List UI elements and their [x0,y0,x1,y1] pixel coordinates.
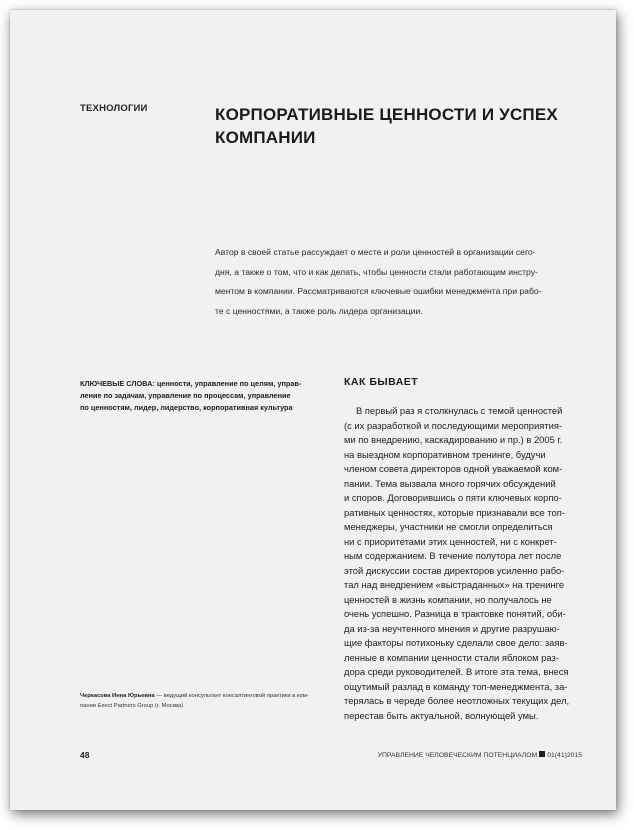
section-label: ТЕХНОЛОГИИ [80,103,148,114]
body-line: членом совета директоров одной уважаемой ком- [344,463,563,474]
body-line: терялась в череде более неотложных текущих дел, [344,695,570,706]
abstract-line: те с ценностями, а также роль лидера организации. [215,305,423,316]
journal-name: УПРАВЛЕНИЕ ЧЕЛОВЕЧЕСКИМ ПОТЕНЦИАЛОМ [377,752,538,759]
page-number: 48 [80,750,90,760]
body-line: ни с приоритетами этих ценностей, ни с конкрет- [344,535,557,547]
keywords-line: КЛЮЧЕВЫЕ СЛОВА: ценности, управление по целям, управ- [80,379,302,388]
author-note [80,691,332,711]
body-text [344,404,594,723]
journal-footer [378,751,582,759]
body-line: В первый раз я столкнулась с темой ценностей [356,405,563,416]
author-name: Черкасова Инна Юрьевна [80,693,155,699]
body-line: да из-за неучтенного мнения и другие разрушаю- [344,622,560,634]
body-line: ми по внедрению, каскадированию и пр.) в 2005 г. [344,434,563,445]
body-line: этой дискуссии состав директоров усиленно рабо- [344,564,565,576]
body-line: пании. Тема вызвала много горячих обсуждений [344,477,556,489]
abstract-line: дня, а также о том, что и как делать, чтобы ценности стали работающим инстру- [215,266,538,277]
article-title [215,103,575,149]
body-line: менеджеры, участники не смогли определиться [344,521,553,532]
body-line: ленные в компании ценности стали яблоком раз- [344,651,559,663]
abstract-line: ментом в компании. Рассматриваются ключевые ошибки менеджмента при рабо- [215,286,542,297]
abstract [215,243,583,321]
abstract-line: Автор в своей статье рассуждает о месте и роли ценностей в организации сего- [215,247,536,257]
body-line: и споров. Договорившись о пяти ключевых корпо- [344,492,562,503]
body-line: ным содержанием. В течение полутора лет после [344,550,562,561]
body-line: дора среди руководителей. В итоге эта тема, внеся [344,666,569,677]
body-line: ощутимый разлад в команду топ-менеджмента, за- [344,680,568,692]
body-line: (с их разработкой и последующими мероприятия- [344,419,563,431]
square-icon [539,751,545,757]
body-line: ценностей в жизнь компании, но получалось не [344,593,552,605]
body-line: щие факторы потихоньку сделали свое дело: заяв- [344,637,568,648]
article-title-line: КОМПАНИИ [215,128,316,147]
body-line: ративных ценностях, которые признавали все топ- [344,506,565,518]
author-description: — ведущий консультант консалтинговой практики в ком- [154,693,309,699]
body-line: перестав быть актуальной, волнующей умы. [344,709,539,721]
keywords-line: ление по задачам, управление по процессам, управление [80,391,291,400]
document-page [10,10,616,810]
author-description: пании Exect Partners Group (г. Москва) [80,703,184,709]
section-heading: КАК БЫВАЕТ [344,376,419,388]
keywords-line: по ценностям, лидер, лидерство, корпоративная культура [80,403,293,412]
keywords [80,378,318,414]
body-line: тал над внедрением «выстраданных» на тренинге [344,579,565,590]
issue-number: 01(41)2015 [547,752,582,759]
article-title-line: КОРПОРАТИВНЫЕ ЦЕННОСТИ И УСПЕХ [215,105,558,124]
body-line: очень успешно. Разница в трактовке понятий, оби- [344,608,566,619]
body-line: на выездном корпоративном тренинге, будучи [344,448,546,460]
